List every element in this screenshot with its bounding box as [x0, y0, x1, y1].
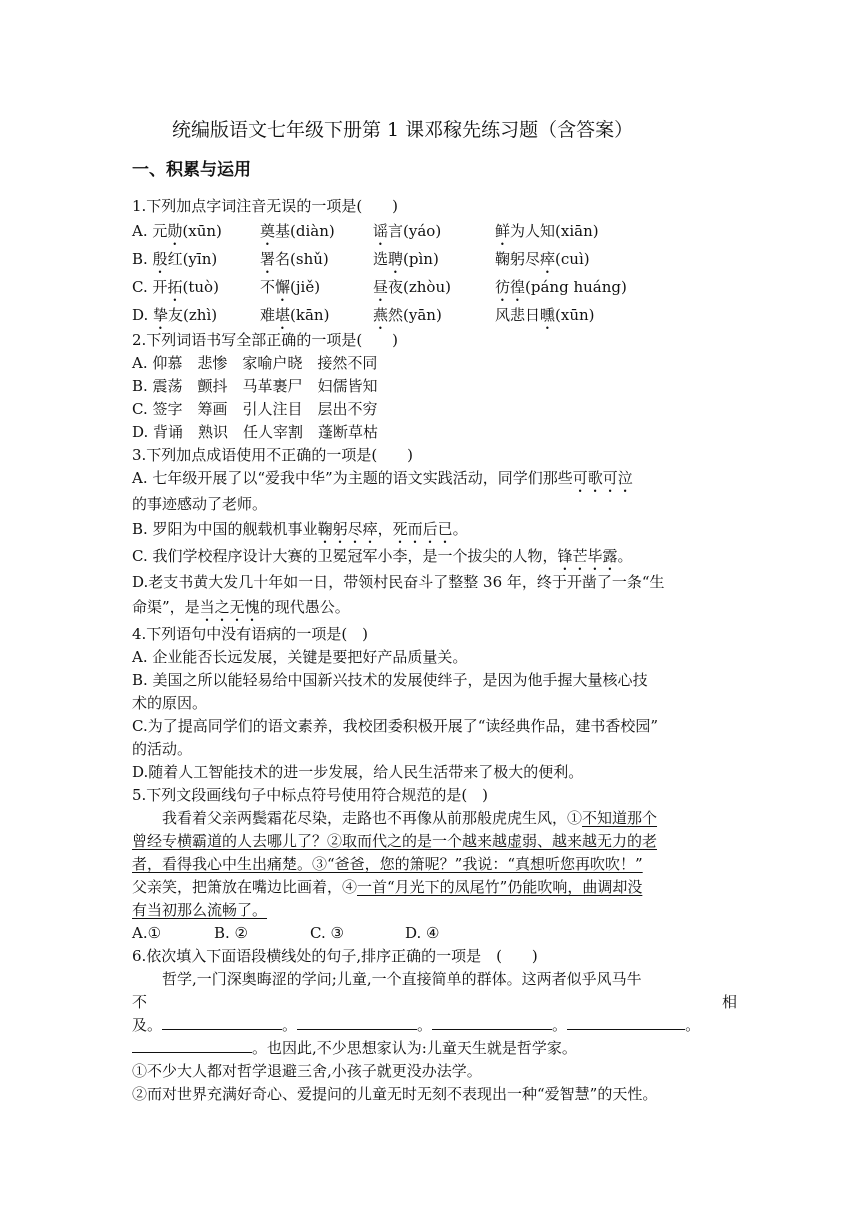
q1-dotted-d4: 曛 — [540, 306, 556, 324]
q1-option-c4: 彷徨(páng huáng) — [495, 278, 627, 296]
q1-option-a2: 奠基(diàn) — [260, 222, 335, 240]
q4-stem: 4.下列语句中没有语病的一项是( ) — [132, 625, 369, 643]
q3-option-b: B. 罗阳为中国的舰载机事业鞠躬尽瘁，死而后已。 — [132, 520, 468, 538]
q6-sentence-2: ②而对世界充满好奇心、爱提问的儿童无时无刻不表现出一种“爱智慧”的天性。 — [132, 1085, 658, 1103]
q1-option-d4: 风悲日曛(xūn) — [495, 306, 595, 324]
q6-stem: 6.依次填入下面语段横线处的句子,排序正确的一项是 ( ) — [132, 947, 538, 965]
q6-sentence-1: ①不少大人都对哲学退避三舍,小孩子就更没办法学。 — [132, 1062, 482, 1080]
q1-dotted-a4: 鲜 — [495, 222, 511, 240]
q2-option-c: C. 签字 筹画 引人注目 层出不穷 — [132, 400, 378, 418]
q3-dotted-idiom-d: 当之无愧 — [199, 598, 260, 616]
q1-dotted-b1: 殷 — [152, 250, 168, 268]
q1-option-d2: 难堪(kān) — [260, 306, 330, 324]
q1-option-a3: 谣言(yáo) — [373, 222, 442, 240]
q5-stem: 5.下列文段画线句子中标点符号使用符合规范的是( ) — [132, 786, 489, 804]
q2-stem: 2.下列词语书写全部正确的一项是( ) — [132, 331, 399, 349]
q6-passage-line3: 及。 。 。 。 。 — [132, 1016, 701, 1034]
q5-option-c: C. ③ — [310, 924, 344, 942]
q1-stem: 1.下列加点字词注音无误的一项是( ) — [132, 197, 399, 215]
q1-dotted-a3: 谣 — [373, 222, 389, 240]
q4-option-b: B. 美国之所以能轻易给中国新兴技术的发展使绊子，是因为他手握大量核心技 — [132, 671, 648, 689]
q5-option-d: D. ④ — [405, 924, 440, 942]
q6-passage-line4: 。也因此,不少思想家认为:儿童天生就是哲学家。 — [132, 1038, 577, 1058]
q4-option-a: A. 企业能否长远发展，关键是要把好产品质量关。 — [132, 648, 468, 666]
q6-blank-4[interactable] — [567, 1015, 685, 1030]
q5-underlined-1: 不知道那个 — [582, 809, 658, 827]
q5-passage-line5: 有当初那么流畅了。 — [132, 901, 268, 919]
q4-option-c: C.为了提高同学们的语文素养，我校团委积极开展了“读经典作品，建书香校园” — [132, 717, 659, 735]
q3-option-d-cont: 命渠”，是当之无愧的现代愚公。 — [132, 598, 350, 616]
section-heading: 一、积累与运用 — [132, 160, 251, 180]
q3-dotted-idiom-b: 鞠躬尽瘁，死而后已 — [317, 520, 453, 538]
q1-dotted-b4: 瘁 — [540, 250, 556, 268]
q5-passage-line3: 者，看得我心中生出痛楚。③“爸爸，您的箫呢？”我说：“真想听您再吹吹！” — [132, 855, 643, 873]
q5-passage-line4: 父亲笑，把箫放在嘴边比画着，④一首“月光下的凤尾竹”仍能吹响，曲调却没 — [132, 878, 643, 896]
q1-option-b1: B. 殷红(yīn) — [132, 250, 218, 268]
q1-dotted-c4: 彷徨 — [495, 278, 526, 296]
q6-blank-1[interactable] — [162, 1015, 282, 1030]
q1-dotted-d1: 挚 — [153, 306, 169, 324]
q1-dotted-b3: 聘 — [388, 250, 404, 268]
q1-dotted-a2: 奠 — [260, 222, 276, 240]
q1-dotted-c3: 昼 — [373, 278, 389, 296]
q2-option-d: D. 背诵 熟识 任人宰割 蓬断草枯 — [132, 423, 379, 441]
q6-blank-3[interactable] — [432, 1015, 552, 1030]
q1-dotted-c1: 拓 — [167, 278, 183, 296]
q3-dotted-idiom-a: 可歌可泣 — [572, 469, 633, 487]
q6-passage-line2-left: 不 — [132, 993, 148, 1011]
q3-option-a-cont: 的事迹感动了老师。 — [132, 495, 268, 513]
q1-option-b2: 署名(shǔ) — [260, 250, 329, 268]
q1-dotted-b2: 署 — [260, 250, 276, 268]
q1-option-b3: 选聘(pìn) — [373, 250, 439, 268]
q1-option-c3: 昼夜(zhòu) — [373, 278, 451, 296]
q5-passage-line2: 曾经专横霸道的人去哪儿了？②取而代之的是一个越来越虚弱、越来越无力的老 — [132, 832, 658, 850]
q1-option-c1: C. 开拓(tuò) — [132, 278, 219, 296]
q3-option-c: C. 我们学校程序设计大赛的卫冕冠军小李，是一个拔尖的人物，锋芒毕露。 — [132, 547, 633, 565]
q5-option-a: A.① — [132, 924, 162, 942]
q1-option-a4: 鲜为人知(xiān) — [495, 222, 599, 240]
q1-dotted-d2: 堪 — [275, 306, 291, 324]
q1-option-d1: D. 挚友(zhì) — [132, 306, 218, 324]
q2-option-b: B. 震荡 颤抖 马革裹尸 妇儒皆知 — [132, 377, 378, 395]
q3-stem: 3.下列加点成语使用不正确的一项是( ) — [132, 446, 414, 464]
q3-dotted-idiom-c: 锋芒毕露 — [557, 547, 618, 565]
q1-option-b4: 鞠躬尽瘁(cuì) — [495, 250, 590, 268]
q3-option-a: A. 七年级开展了以“爱我中华”为主题的语文实践活动，同学们那些可歌可泣 — [132, 469, 633, 487]
q3-option-d: D.老支书黄大发几十年如一日，带领村民奋斗了整整 36 年，终于开凿了一条“生 — [132, 573, 665, 591]
q6-passage-line1: 哲学,一门深奥晦涩的学问;儿童,一个直接简单的群体。这两者似乎风马牛 — [132, 970, 642, 988]
q1-dotted-c2: 懈 — [275, 278, 291, 296]
q5-passage-line1: 我看着父亲两鬓霜花尽染，走路也不再像从前那般虎虎生风，①不知道那个 — [132, 809, 658, 827]
q1-option-a1: A. 元勋(xūn) — [132, 222, 222, 240]
q1-dotted-d3: 燕 — [373, 306, 389, 324]
q1-dotted-a1: 勋 — [167, 222, 183, 240]
q1-option-c2: 不懈(jiě) — [260, 278, 321, 296]
q4-option-c-cont: 的活动。 — [132, 740, 193, 758]
q5-option-b: B. ② — [214, 924, 249, 942]
q6-passage-line2-right: 相 — [722, 993, 738, 1011]
q2-option-a: A. 仰慕 悲惨 家喻户晓 接然不同 — [132, 354, 378, 372]
q1-option-d3: 燕然(yān) — [373, 306, 442, 324]
q5-underlined-4: 一首“月光下的凤尾竹”仍能吹响，曲调却没 — [357, 878, 643, 896]
q4-option-d: D.随着人工智能技术的进一步发展，给人民生活带来了极大的便利。 — [132, 763, 584, 781]
q6-blank-5[interactable] — [132, 1038, 252, 1053]
q4-option-b-cont: 术的原因。 — [132, 694, 208, 712]
document-title: 统编版语文七年级下册第 1 课邓稼先练习题（含答案） — [172, 119, 634, 141]
q6-blank-2[interactable] — [297, 1015, 417, 1030]
